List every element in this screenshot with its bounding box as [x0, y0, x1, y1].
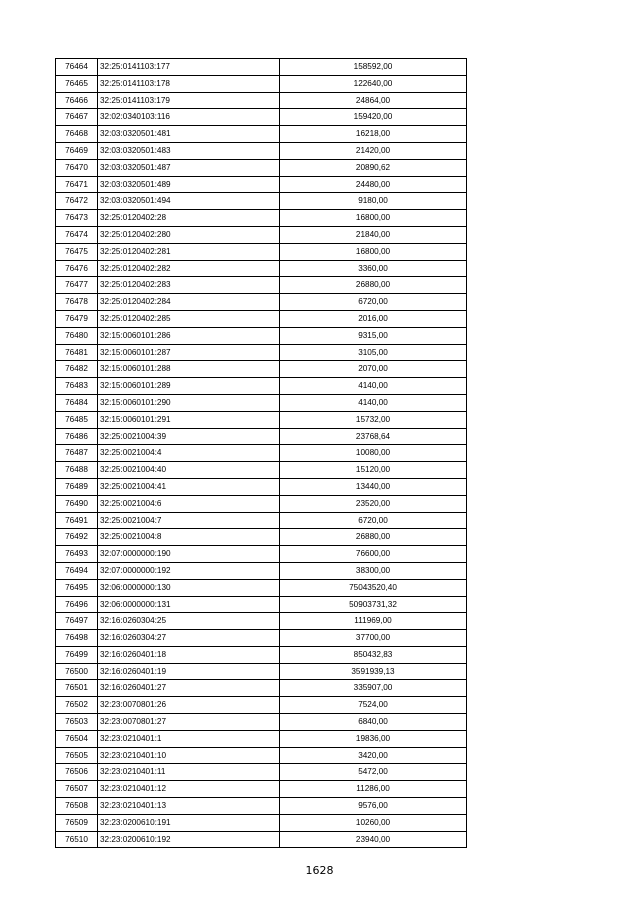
cadastral-number-cell: 32:03:0320501:489 — [98, 176, 280, 193]
value-cell: 38300,00 — [280, 562, 467, 579]
value-cell: 23768,64 — [280, 428, 467, 445]
value-cell: 9315,00 — [280, 327, 467, 344]
row-number-cell: 76484 — [56, 394, 98, 411]
table-row — [56, 378, 467, 395]
value-cell: 159420,00 — [280, 109, 467, 126]
row-number-cell: 76464 — [56, 59, 98, 76]
table-row — [56, 680, 467, 697]
value-cell: 122640,00 — [280, 75, 467, 92]
row-number-cell: 76498 — [56, 630, 98, 647]
cadastral-number-cell: 32:16:0260401:18 — [98, 646, 280, 663]
table-row — [56, 126, 467, 143]
row-number-cell: 76467 — [56, 109, 98, 126]
row-number-cell: 76504 — [56, 730, 98, 747]
table-row — [56, 546, 467, 563]
value-cell: 4140,00 — [280, 394, 467, 411]
cadastral-number-cell: 32:25:0021004:6 — [98, 495, 280, 512]
row-number-cell: 76490 — [56, 495, 98, 512]
cadastral-number-cell: 32:25:0021004:39 — [98, 428, 280, 445]
value-cell: 24864,00 — [280, 92, 467, 109]
cadastral-number-cell: 32:16:0260401:19 — [98, 663, 280, 680]
value-cell: 26880,00 — [280, 529, 467, 546]
table-row — [56, 714, 467, 731]
value-cell: 24480,00 — [280, 176, 467, 193]
table-row — [56, 730, 467, 747]
row-number-cell: 76487 — [56, 445, 98, 462]
table-row — [56, 747, 467, 764]
cadastral-number-cell: 32:25:0120402:285 — [98, 310, 280, 327]
value-cell: 21420,00 — [280, 142, 467, 159]
table-row — [56, 327, 467, 344]
row-number-cell: 76508 — [56, 798, 98, 815]
row-number-cell: 76503 — [56, 714, 98, 731]
table-row — [56, 579, 467, 596]
cadastral-number-cell: 32:25:0120402:284 — [98, 294, 280, 311]
value-cell: 2070,00 — [280, 361, 467, 378]
cadastral-number-cell: 32:03:0320501:483 — [98, 142, 280, 159]
table-row — [56, 59, 467, 76]
row-number-cell: 76465 — [56, 75, 98, 92]
value-cell: 15120,00 — [280, 462, 467, 479]
cadastral-number-cell: 32:25:0120402:281 — [98, 243, 280, 260]
table-row — [56, 310, 467, 327]
row-number-cell: 76466 — [56, 92, 98, 109]
row-number-cell: 76497 — [56, 613, 98, 630]
cadastral-number-cell: 32:25:0141103:177 — [98, 59, 280, 76]
value-cell: 10260,00 — [280, 814, 467, 831]
table-row — [56, 663, 467, 680]
table-row — [56, 243, 467, 260]
value-cell: 5472,00 — [280, 764, 467, 781]
cadastral-number-cell: 32:23:0210401:11 — [98, 764, 280, 781]
value-cell: 4140,00 — [280, 378, 467, 395]
cadastral-number-cell: 32:06:0000000:130 — [98, 579, 280, 596]
table-row — [56, 529, 467, 546]
table-row — [56, 478, 467, 495]
row-number-cell: 76507 — [56, 781, 98, 798]
cadastral-number-cell: 32:06:0000000:131 — [98, 596, 280, 613]
row-number-cell: 76475 — [56, 243, 98, 260]
table-row — [56, 361, 467, 378]
value-cell: 75043520,40 — [280, 579, 467, 596]
cadastral-number-cell: 32:07:0000000:190 — [98, 546, 280, 563]
value-cell: 850432,83 — [280, 646, 467, 663]
page-number: 1628 — [305, 864, 334, 877]
table-row — [56, 260, 467, 277]
row-number-cell: 76477 — [56, 277, 98, 294]
table-row — [56, 394, 467, 411]
cadastral-number-cell: 32:02:0340103:116 — [98, 109, 280, 126]
cadastral-number-cell: 32:16:0260401:27 — [98, 680, 280, 697]
row-number-cell: 76488 — [56, 462, 98, 479]
cadastral-number-cell: 32:23:0210401:10 — [98, 747, 280, 764]
table-row — [56, 142, 467, 159]
table-row — [56, 344, 467, 361]
cadastral-number-cell: 32:15:0060101:289 — [98, 378, 280, 395]
table-row — [56, 646, 467, 663]
table-row — [56, 814, 467, 831]
cadastral-number-cell: 32:15:0060101:287 — [98, 344, 280, 361]
table-row — [56, 277, 467, 294]
value-cell: 19836,00 — [280, 730, 467, 747]
value-cell: 2016,00 — [280, 310, 467, 327]
value-cell: 3360,00 — [280, 260, 467, 277]
table-row — [56, 92, 467, 109]
value-cell: 10080,00 — [280, 445, 467, 462]
row-number-cell: 76472 — [56, 193, 98, 210]
value-cell: 6720,00 — [280, 294, 467, 311]
row-number-cell: 76473 — [56, 210, 98, 227]
value-cell: 16800,00 — [280, 243, 467, 260]
value-cell: 111969,00 — [280, 613, 467, 630]
value-cell: 9180,00 — [280, 193, 467, 210]
row-number-cell: 76495 — [56, 579, 98, 596]
table-row — [56, 159, 467, 176]
value-cell: 9576,00 — [280, 798, 467, 815]
cadastral-number-cell: 32:16:0260304:25 — [98, 613, 280, 630]
table-row — [56, 798, 467, 815]
row-number-cell: 76486 — [56, 428, 98, 445]
value-cell: 3591939,13 — [280, 663, 467, 680]
cadastral-number-cell: 32:07:0000000:192 — [98, 562, 280, 579]
table-row — [56, 562, 467, 579]
cadastral-number-cell: 32:25:0021004:41 — [98, 478, 280, 495]
table-row — [56, 495, 467, 512]
cadastral-number-cell: 32:15:0060101:291 — [98, 411, 280, 428]
row-number-cell: 76481 — [56, 344, 98, 361]
cadastral-number-cell: 32:03:0320501:481 — [98, 126, 280, 143]
value-cell: 16218,00 — [280, 126, 467, 143]
value-cell: 23520,00 — [280, 495, 467, 512]
value-cell: 11286,00 — [280, 781, 467, 798]
table-row — [56, 462, 467, 479]
cadastral-number-cell: 32:15:0060101:288 — [98, 361, 280, 378]
value-cell: 16800,00 — [280, 210, 467, 227]
table-row — [56, 109, 467, 126]
row-number-cell: 76505 — [56, 747, 98, 764]
table-row — [56, 176, 467, 193]
table-row — [56, 193, 467, 210]
value-cell: 6840,00 — [280, 714, 467, 731]
row-number-cell: 76501 — [56, 680, 98, 697]
table-row — [56, 613, 467, 630]
registry-table — [55, 58, 467, 848]
table-row — [56, 75, 467, 92]
cadastral-number-cell: 32:23:0210401:13 — [98, 798, 280, 815]
row-number-cell: 76483 — [56, 378, 98, 395]
cadastral-number-cell: 32:25:0120402:28 — [98, 210, 280, 227]
row-number-cell: 76471 — [56, 176, 98, 193]
row-number-cell: 76496 — [56, 596, 98, 613]
row-number-cell: 76510 — [56, 831, 98, 848]
table-row — [56, 210, 467, 227]
row-number-cell: 76482 — [56, 361, 98, 378]
cadastral-number-cell: 32:25:0021004:8 — [98, 529, 280, 546]
cadastral-number-cell: 32:25:0120402:280 — [98, 226, 280, 243]
value-cell: 50903731,32 — [280, 596, 467, 613]
cadastral-number-cell: 32:16:0260304:27 — [98, 630, 280, 647]
value-cell: 76600,00 — [280, 546, 467, 563]
cadastral-number-cell: 32:25:0021004:7 — [98, 512, 280, 529]
table-row — [56, 781, 467, 798]
table-row — [56, 764, 467, 781]
value-cell: 335907,00 — [280, 680, 467, 697]
cadastral-number-cell: 32:25:0141103:178 — [98, 75, 280, 92]
table-row — [56, 445, 467, 462]
cadastral-number-cell: 32:15:0060101:290 — [98, 394, 280, 411]
table-row — [56, 226, 467, 243]
cadastral-number-cell: 32:03:0320501:487 — [98, 159, 280, 176]
row-number-cell: 76474 — [56, 226, 98, 243]
row-number-cell: 76499 — [56, 646, 98, 663]
cadastral-number-cell: 32:23:0070801:26 — [98, 697, 280, 714]
row-number-cell: 76476 — [56, 260, 98, 277]
cadastral-number-cell: 32:25:0120402:282 — [98, 260, 280, 277]
value-cell: 3105,00 — [280, 344, 467, 361]
row-number-cell: 76491 — [56, 512, 98, 529]
table-row — [56, 831, 467, 848]
cadastral-number-cell: 32:25:0021004:4 — [98, 445, 280, 462]
value-cell: 23940,00 — [280, 831, 467, 848]
row-number-cell: 76494 — [56, 562, 98, 579]
row-number-cell: 76480 — [56, 327, 98, 344]
row-number-cell: 76468 — [56, 126, 98, 143]
value-cell: 26880,00 — [280, 277, 467, 294]
row-number-cell: 76470 — [56, 159, 98, 176]
row-number-cell: 76500 — [56, 663, 98, 680]
cadastral-number-cell: 32:23:0210401:1 — [98, 730, 280, 747]
row-number-cell: 76489 — [56, 478, 98, 495]
row-number-cell: 76502 — [56, 697, 98, 714]
cadastral-number-cell: 32:25:0141103:179 — [98, 92, 280, 109]
row-number-cell: 76479 — [56, 310, 98, 327]
cadastral-number-cell: 32:23:0200610:191 — [98, 814, 280, 831]
value-cell: 15732,00 — [280, 411, 467, 428]
value-cell: 158592,00 — [280, 59, 467, 76]
row-number-cell: 76493 — [56, 546, 98, 563]
table-row — [56, 630, 467, 647]
table-row — [56, 294, 467, 311]
value-cell: 21840,00 — [280, 226, 467, 243]
table-row — [56, 512, 467, 529]
table-row — [56, 411, 467, 428]
value-cell: 6720,00 — [280, 512, 467, 529]
cadastral-number-cell: 32:23:0210401:12 — [98, 781, 280, 798]
row-number-cell: 76469 — [56, 142, 98, 159]
row-number-cell: 76485 — [56, 411, 98, 428]
value-cell: 13440,00 — [280, 478, 467, 495]
cadastral-number-cell: 32:15:0060101:286 — [98, 327, 280, 344]
table-row — [56, 697, 467, 714]
row-number-cell: 76506 — [56, 764, 98, 781]
cadastral-number-cell: 32:03:0320501:494 — [98, 193, 280, 210]
cadastral-number-cell: 32:25:0021004:40 — [98, 462, 280, 479]
value-cell: 3420,00 — [280, 747, 467, 764]
value-cell: 7524,00 — [280, 697, 467, 714]
table-row — [56, 428, 467, 445]
cadastral-number-cell: 32:25:0120402:283 — [98, 277, 280, 294]
row-number-cell: 76492 — [56, 529, 98, 546]
registry-table-body — [56, 59, 467, 848]
row-number-cell: 76478 — [56, 294, 98, 311]
table-row — [56, 596, 467, 613]
row-number-cell: 76509 — [56, 814, 98, 831]
value-cell: 37700,00 — [280, 630, 467, 647]
cadastral-number-cell: 32:23:0070801:27 — [98, 714, 280, 731]
cadastral-number-cell: 32:23:0200610:192 — [98, 831, 280, 848]
value-cell: 20890,62 — [280, 159, 467, 176]
